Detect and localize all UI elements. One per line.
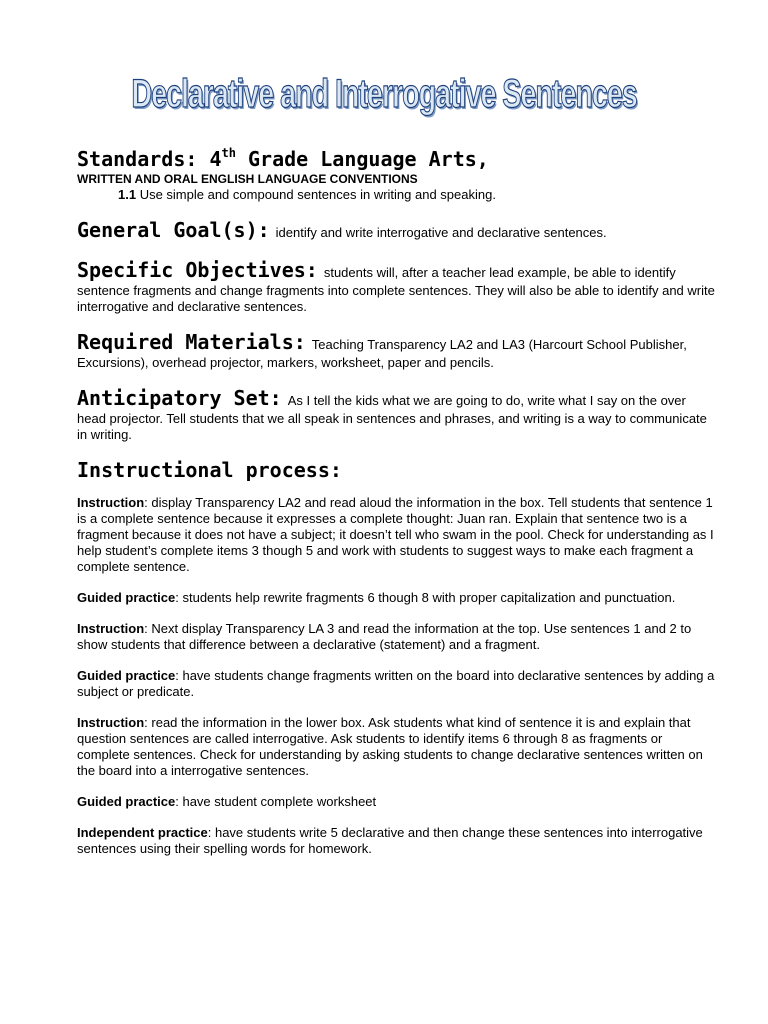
step-label: Instruction xyxy=(77,495,145,510)
step-text: : read the information in the lower box. Ask students what kind of sentence it is and explain that question sentences are called interrogative. Ask students to identify items 6 through 8 as fragments or complete sentences. Check for understanding by asking students to change declarative sentences written on the board into a interrogative sentences. xyxy=(77,715,703,778)
anticipatory-set-heading: Anticipatory Set: xyxy=(77,386,282,410)
standards-heading xyxy=(77,146,717,172)
standards-section xyxy=(77,146,717,203)
general-goal-text: identify and write interrogative and declarative sentences. xyxy=(275,225,607,240)
document-title: Declarative and Interrogative Sentences xyxy=(131,72,637,116)
instructional-steps xyxy=(77,495,717,857)
specific-objectives-section xyxy=(77,257,717,315)
required-materials-text: Teaching Transparency LA2 and LA3 (Harcourt School Publisher, Excursions), overhead projector, markers, worksheet, paper and pencils. xyxy=(77,337,687,370)
standards-item xyxy=(77,187,717,203)
standards-item-text: Use simple and compound sentences in writing and speaking. xyxy=(136,187,496,202)
step-paragraph xyxy=(77,621,717,653)
standards-item-number: 1.1 xyxy=(118,187,137,202)
specific-objectives-heading: Specific Objectives: xyxy=(77,258,318,282)
step-paragraph xyxy=(77,825,717,857)
document-content xyxy=(77,146,717,857)
required-materials-section xyxy=(77,329,717,371)
step-text: : have student complete worksheet xyxy=(175,794,377,809)
standards-heading-sup: th xyxy=(221,146,236,160)
instructional-process-section xyxy=(77,457,717,857)
step-label: Guided practice xyxy=(77,794,176,809)
general-goal-section xyxy=(77,217,717,243)
step-label: Instruction xyxy=(77,715,145,730)
instructional-process-heading: Instructional process: xyxy=(77,458,342,482)
step-paragraph xyxy=(77,495,717,575)
step-text: : students help rewrite fragments 6 though 8 with proper capitalization and punctuation. xyxy=(175,590,676,605)
step-paragraph xyxy=(77,590,717,606)
anticipatory-set-text: As I tell the kids what we are going to do, write what I say on the over head projector. Tell students that we all speak in sentences and phrases, and writing is a way to communicate in writing. xyxy=(77,393,707,442)
step-text: : have students change fragments written on the board into declarative sentences by adding a subject or predicate. xyxy=(77,668,715,699)
step-label: Independent practice xyxy=(77,825,208,840)
specific-objectives-text: students will, after a teacher lead example, be able to identify sentence fragments and change fragments into complete sentences. They will also be able to identify and write interrogative and declarative sentences. xyxy=(77,265,715,314)
step-text: : Next display Transparency LA 3 and read the information at the top. Use sentences 1 and 2 to show students that difference between a declarative (statement) and a fragment. xyxy=(77,621,692,652)
standards-subheading: WRITTEN AND ORAL ENGLISH LANGUAGE CONVENTIONS xyxy=(77,172,418,186)
step-text: : have students write 5 declarative and then change these sentences into interrogative sentences using their spelling words for homework. xyxy=(77,825,703,856)
standards-heading-pre: Standards: 4 xyxy=(77,147,222,171)
step-paragraph xyxy=(77,715,717,779)
step-paragraph xyxy=(77,668,717,700)
general-goal-heading: General Goal(s): xyxy=(77,218,270,242)
step-label: Instruction xyxy=(77,621,145,636)
anticipatory-set-section xyxy=(77,385,717,443)
step-text: : display Transparency LA2 and read aloud the information in the box. Tell students that sentence 1 is a complete sentence because it expresses a complete thought: Juan ran. Explain that sentence two is a fragment because it does not have a subject; it doesn’t tell who swam in the pool. Check for understanding as I help student’s complete items 3 though 5 and work with students to suggest ways to make each fragment a complete sentence. xyxy=(77,495,714,574)
standards-heading-post: Grade Language Arts, xyxy=(235,147,489,171)
step-paragraph xyxy=(77,794,717,810)
step-label: Guided practice xyxy=(77,668,176,683)
step-label: Guided practice xyxy=(77,590,176,605)
required-materials-heading: Required Materials: xyxy=(77,330,306,354)
